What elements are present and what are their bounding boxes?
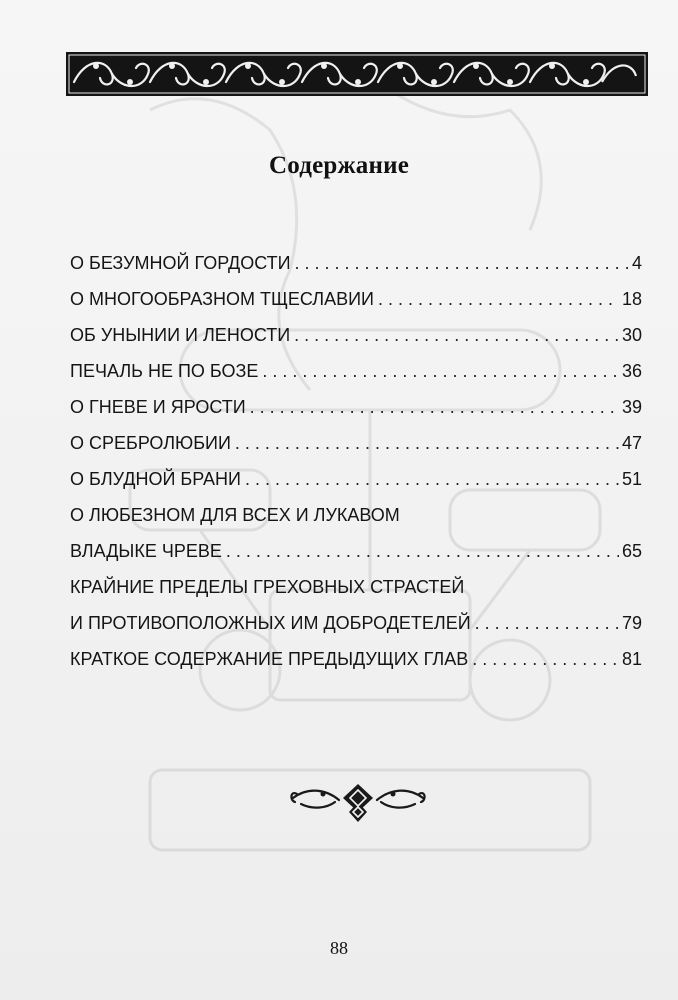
toc-line	[70, 461, 642, 497]
toc-entry-page: 36	[621, 361, 642, 381]
toc-entry	[70, 389, 642, 425]
floral-border-ornament-icon	[66, 52, 648, 96]
knot-vignette-ornament-icon	[283, 780, 433, 824]
toc-entry	[70, 641, 642, 677]
toc-entry-page: 81	[621, 649, 642, 669]
toc-entry-title: КРАЙНИЕ ПРЕДЕЛЫ ГРЕХОВНЫХ СТРАСТЕЙ	[70, 577, 465, 597]
toc-entry-page: 39	[621, 397, 642, 417]
toc-entry-title: ОБ УНЫНИИ И ЛЕНОСТИ	[70, 325, 291, 345]
toc-entry-page: 65	[621, 541, 642, 561]
dot-leader	[475, 605, 619, 641]
toc-entry-title: О ЛЮБЕЗНОМ ДЛЯ ВСЕХ И ЛУКАВОМ	[70, 505, 400, 525]
toc-entry-page: 18	[621, 289, 642, 309]
toc-line	[70, 281, 642, 317]
toc-entry	[70, 497, 642, 569]
toc-entry-title: ВЛАДЫКЕ ЧРЕВЕ	[70, 541, 222, 561]
toc-line	[70, 605, 642, 641]
dot-leader	[245, 461, 619, 497]
dot-leader	[262, 353, 619, 389]
toc-entry-title: О МНОГООБРАЗНОМ ТЩЕСЛАВИИ	[70, 289, 374, 309]
dot-leader	[472, 641, 619, 677]
toc-entry-page: 47	[621, 433, 642, 453]
table-of-contents	[70, 245, 642, 677]
toc-line	[70, 245, 642, 281]
toc-entry-title: ПЕЧАЛЬ НЕ ПО БОЗЕ	[70, 361, 259, 381]
toc-line	[70, 317, 642, 353]
dot-leader	[235, 425, 619, 461]
toc-entry-page: 30	[621, 325, 642, 345]
toc-line	[70, 641, 642, 677]
toc-line	[70, 533, 642, 569]
toc-entry-page: 79	[621, 613, 642, 633]
toc-entry-page: 51	[621, 469, 642, 489]
toc-line	[70, 353, 642, 389]
toc-entry-title: О БЕЗУМНОЙ ГОРДОСТИ	[70, 253, 291, 273]
dot-leader	[250, 389, 619, 425]
toc-entry	[70, 461, 642, 497]
toc-entry	[70, 317, 642, 353]
toc-entry	[70, 353, 642, 389]
dot-leader	[294, 317, 619, 353]
toc-entry-title: КРАТКОЕ СОДЕРЖАНИЕ ПРЕДЫДУЩИХ ГЛАВ	[70, 649, 469, 669]
toc-entry-title: И ПРОТИВОПОЛОЖНЫХ ИМ ДОБРОДЕТЕЛЕЙ	[70, 613, 471, 633]
toc-line	[70, 569, 642, 605]
dot-leader	[378, 281, 619, 317]
toc-line	[70, 425, 642, 461]
toc-entry-title: О СРЕБРОЛЮБИИ	[70, 433, 231, 453]
toc-entry	[70, 281, 642, 317]
page-number: 88	[330, 938, 348, 958]
toc-line	[70, 389, 642, 425]
dot-leader	[295, 245, 629, 281]
toc-entry	[70, 569, 642, 641]
page-title: Содержание	[268, 152, 409, 179]
toc-entry-title: О БЛУДНОЙ БРАНИ	[70, 469, 241, 489]
toc-entry	[70, 425, 642, 461]
toc-entry	[70, 245, 642, 281]
toc-entry-title: О ГНЕВЕ И ЯРОСТИ	[70, 397, 246, 417]
toc-entry-page: 4	[631, 253, 642, 273]
toc-line	[70, 497, 642, 533]
dot-leader	[226, 533, 619, 569]
